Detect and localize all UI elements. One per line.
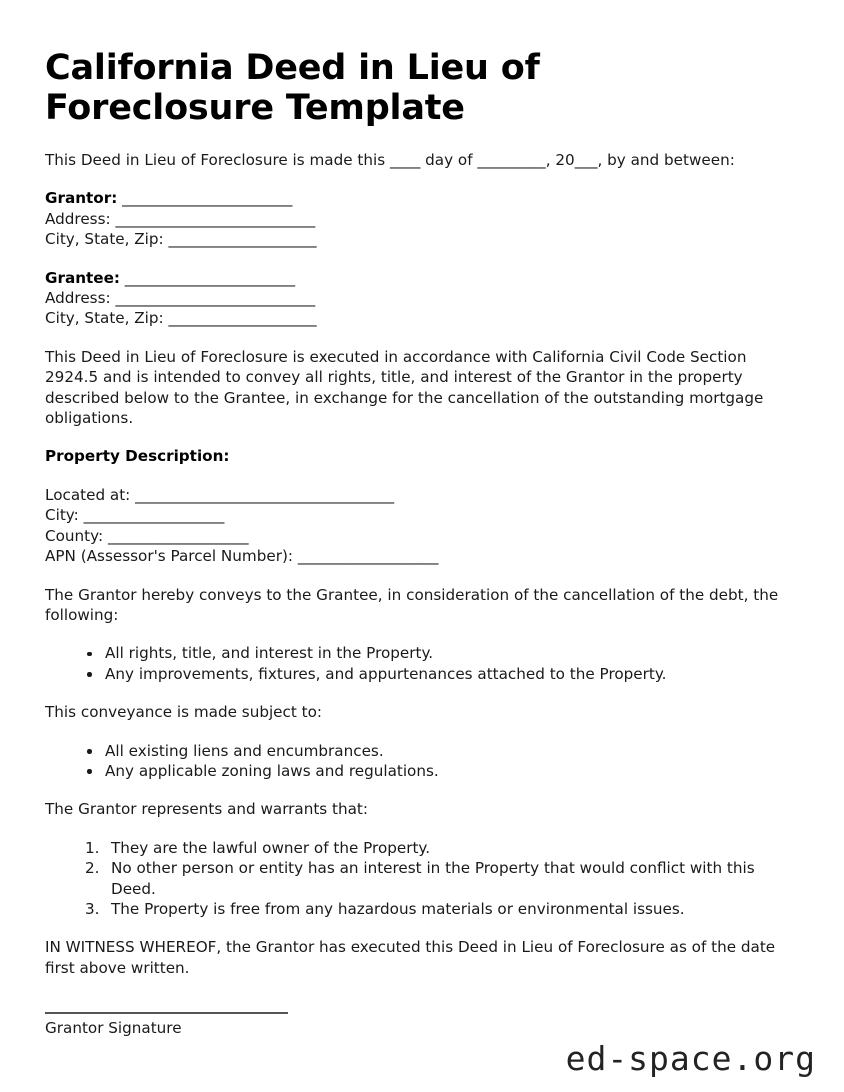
- conveyance-list: [45, 643, 799, 684]
- property-county-label: County:: [45, 526, 104, 545]
- conveyance-intro-paragraph: The Grantor hereby conveys to the Grantee, in consideration of the cancellation of the debt, the following:: [45, 585, 779, 624]
- grantor-name-blank[interactable]: _______________________: [122, 189, 293, 208]
- located-at-line: [45, 485, 799, 505]
- grantee-city-state-zip-label: City, State, Zip:: [45, 309, 164, 328]
- signature-line[interactable]: [45, 1012, 288, 1014]
- signature-block: [45, 1012, 799, 1038]
- grantor-city-state-zip-line: [45, 229, 799, 249]
- grantor-name-label: Grantor:: [45, 189, 118, 208]
- warranties-list: [45, 838, 799, 920]
- grantor-name-line: [45, 188, 799, 208]
- located-at-label: Located at:: [45, 485, 131, 504]
- witness-paragraph: IN WITNESS WHEREOF, the Grantor has executed this Deed in Lieu of Foreclosure as of the date first above written.: [45, 938, 776, 977]
- grantee-name-line: [45, 268, 799, 288]
- grantee-address-line: [45, 288, 799, 308]
- grantor-address-label: Address:: [45, 209, 111, 228]
- warranties-intro-paragraph: The Grantor represents and warrants that:: [45, 800, 369, 819]
- grantor-block: [45, 188, 799, 249]
- watermark: ed-space.org: [565, 1039, 816, 1078]
- page-title: California Deed in Lieu of Foreclosure Template: [45, 48, 540, 128]
- list-item: No other person or entity has an interest in the Property that would conflict with this Deed.: [111, 859, 755, 898]
- grantee-name-label: Grantee:: [45, 268, 120, 287]
- property-apn-blank[interactable]: ___________________: [297, 547, 439, 566]
- property-city-blank[interactable]: ___________________: [83, 506, 225, 525]
- list-item: Any applicable zoning laws and regulations.: [85, 761, 799, 781]
- grantee-city-state-zip-blank[interactable]: ____________________: [168, 309, 317, 328]
- subject-to-intro-paragraph: This conveyance is made subject to:: [45, 703, 323, 722]
- grantee-block: [45, 268, 799, 329]
- property-apn-line: [45, 546, 799, 566]
- execution-paragraph: This Deed in Lieu of Foreclosure is executed in accordance with California Civil Code Section 2924.5 and is intended to convey all rights, title, and interest of the Grantor in the property described below to the Grantee, in exchange for the cancellation of the outstanding mortgage obligations.: [45, 347, 764, 428]
- property-city-line: [45, 505, 799, 525]
- list-item: The Property is free from any hazardous materials or environmental issues.: [111, 899, 685, 918]
- subject-to-list: [45, 741, 799, 782]
- list-item: They are the lawful owner of the Property.: [111, 838, 431, 857]
- property-apn-label: APN (Assessor's Parcel Number):: [45, 547, 293, 566]
- list-item: All existing liens and encumbrances.: [85, 741, 799, 761]
- signature-label: Grantor Signature: [45, 1019, 182, 1038]
- property-county-blank[interactable]: ___________________: [107, 526, 249, 545]
- property-description-block: [45, 485, 799, 567]
- located-at-blank[interactable]: ___________________________________: [135, 485, 394, 504]
- grantee-address-label: Address:: [45, 289, 111, 308]
- grantor-address-line: [45, 209, 799, 229]
- intro-paragraph: This Deed in Lieu of Foreclosure is made this ____ day of _________, 20___, by and between:: [45, 151, 735, 169]
- property-city-label: City:: [45, 506, 79, 525]
- grantee-city-state-zip-line: [45, 308, 799, 328]
- grantor-city-state-zip-label: City, State, Zip:: [45, 230, 164, 249]
- grantee-address-blank[interactable]: ___________________________: [115, 289, 316, 308]
- property-county-line: [45, 526, 799, 546]
- list-item: Any improvements, fixtures, and appurtenances attached to the Property.: [85, 664, 799, 684]
- grantor-address-blank[interactable]: ___________________________: [115, 209, 316, 228]
- grantor-city-state-zip-blank[interactable]: ____________________: [168, 230, 317, 249]
- property-description-heading: Property Description:: [45, 447, 230, 466]
- list-item: All rights, title, and interest in the Property.: [85, 643, 799, 663]
- grantee-name-blank[interactable]: _______________________: [124, 268, 295, 287]
